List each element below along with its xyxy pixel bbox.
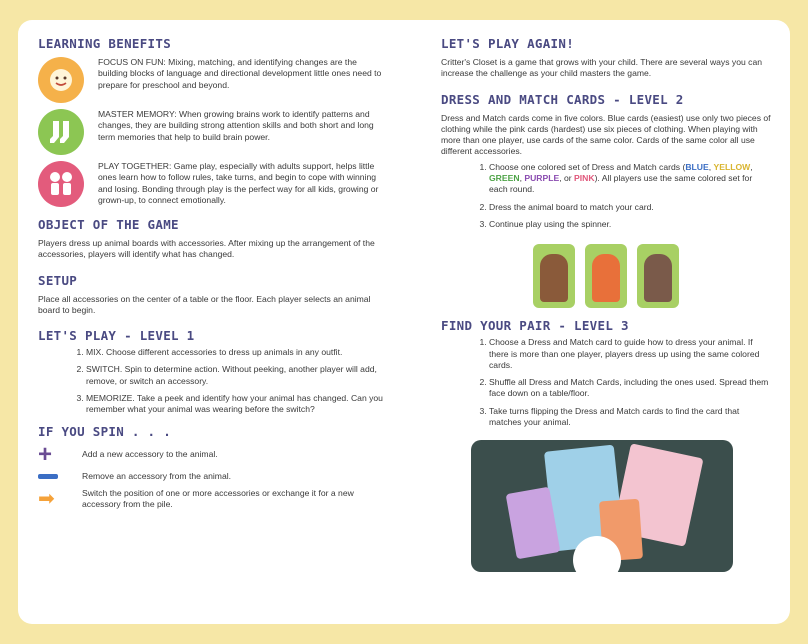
moose-card [637, 244, 679, 308]
spin-add-text: Add a new accessory to the animal. [82, 449, 218, 460]
learning-benefits-heading: LEARNING BENEFITS [38, 36, 172, 51]
minus-icon [38, 474, 64, 479]
instruction-sheet [18, 20, 790, 624]
spin-heading: IF YOU SPIN . . . [38, 423, 172, 439]
plus-icon: + [38, 440, 53, 468]
level2-heading: DRESS AND MATCH CARDS - LEVEL 2 [441, 91, 684, 107]
level2-step: 2. Dress the animal board to match your card. [489, 202, 771, 213]
benefit-play [38, 161, 383, 207]
level2-step: 3. Continue play using the spinner. [489, 219, 771, 230]
level1-steps [38, 347, 383, 415]
play-again-heading: LET'S PLAY AGAIN! [441, 36, 575, 51]
color-word-pink: PINK [574, 173, 595, 184]
color-word-blue: BLUE [685, 161, 709, 172]
level3-heading: FIND YOUR PAIR - LEVEL 3 [441, 318, 629, 334]
color-word-purple: PURPLE [524, 173, 560, 184]
play-again-text: Critter's Closet is a game that grows with your child. There are several ways you can increase the challenge as your child masters the game. [441, 57, 763, 79]
spin-switch-row [38, 488, 383, 511]
level3-step: 3. Take turns flipping the Dress and Match cards to find the card that matches your animal. [489, 406, 771, 429]
arrow-icon: ➡ [38, 488, 55, 511]
benefit-memory [38, 109, 383, 155]
spin-remove-text: Remove an accessory from the animal. [82, 470, 232, 481]
color-word-yellow: YELLOW [713, 161, 751, 172]
benefit-play-text: PLAY TOGETHER: Game play, especially with adults support, helps little ones learn how to follow rules, take turns, and begin to cope with winning and losing. Bonding through play is the perfect way for all kids, growing or grown-up, to connect emotionally. [98, 161, 379, 205]
level1-step: 1. MIX. Choose different accessories to dress up animals in any outfit. [86, 347, 383, 358]
setup-text: Place all accessories on the center of a table or the floor. Each player selects an animal board to begin. [38, 293, 371, 315]
fox-card [585, 244, 627, 308]
sep: , [708, 161, 714, 172]
level2-step-1 [489, 162, 771, 196]
spin-remove-row [38, 471, 383, 482]
level1-step: 3. MEMORIZE. Take a peek and identify how your animal has changed. Can you remember what your animal was wearing before the switch? [86, 393, 383, 416]
or-word: , or [559, 173, 575, 184]
level1-step: 2. SWITCH. Spin to determine action. Without peeking, another player will add, remove, or switch an accessory. [86, 364, 383, 387]
sep: , [519, 173, 525, 184]
benefit-focus-text: FOCUS ON FUN: Mixing, matching, and identifying changes are the building blocks of language and directional development little ones need to prepare for preschool and beyond. [98, 57, 382, 90]
two-kids-icon [38, 161, 84, 207]
spin-add-row [38, 440, 383, 468]
level2-text: Dress and Match cards come in five colors. Blue cards (easiest) use only two pieces of clothing while the pink cards (hardest) use six pieces of clothing. When playing with more than one player, use cards of the same color. Cards of the same color all use different accessories. [441, 112, 771, 157]
object-text: Players dress up animal boards with accessories. After mixing up the arrangement of the accessories, players will identify what has changed. [38, 238, 375, 260]
level2-steps [441, 162, 771, 230]
benefit-focus [38, 57, 383, 103]
game-photo [471, 440, 733, 572]
setup-heading: SETUP [38, 272, 78, 288]
benefit-memory-text: MASTER MEMORY: When growing brains work to identify patterns and changes, they are building strong attention skills and both short and long term memories that help to build brain power. [98, 109, 374, 142]
level3-step: 2. Shuffle all Dress and Match Cards, including the ones used. Spread them face down on a table/floor. [489, 377, 771, 400]
level2-step-1-pre: Choose one colored set of Dress and Match cards ( [489, 161, 686, 172]
sun-face-icon [38, 57, 84, 103]
right-column [441, 36, 771, 572]
color-word-green: GREEN [489, 173, 520, 184]
level1-heading: LET'S PLAY - LEVEL 1 [38, 328, 195, 344]
animal-cards-illustration [441, 244, 771, 308]
level3-step: 1. Choose a Dress and Match card to guide how to dress your animal. If there is more than one player, players dress up using the same colored cards. [489, 337, 771, 371]
hedgehog-card [533, 244, 575, 308]
left-column [38, 36, 383, 511]
sep: , [750, 161, 753, 172]
spin-switch-text: Switch the position of one or more accessories or exchange it for a new accessory from the pile. [82, 487, 354, 510]
object-heading: OBJECT OF THE GAME [38, 217, 179, 232]
level2-step-1-post: ). All players use the same colored set for each round. [489, 173, 753, 195]
socks-icon [38, 109, 84, 155]
level3-steps [441, 337, 771, 428]
